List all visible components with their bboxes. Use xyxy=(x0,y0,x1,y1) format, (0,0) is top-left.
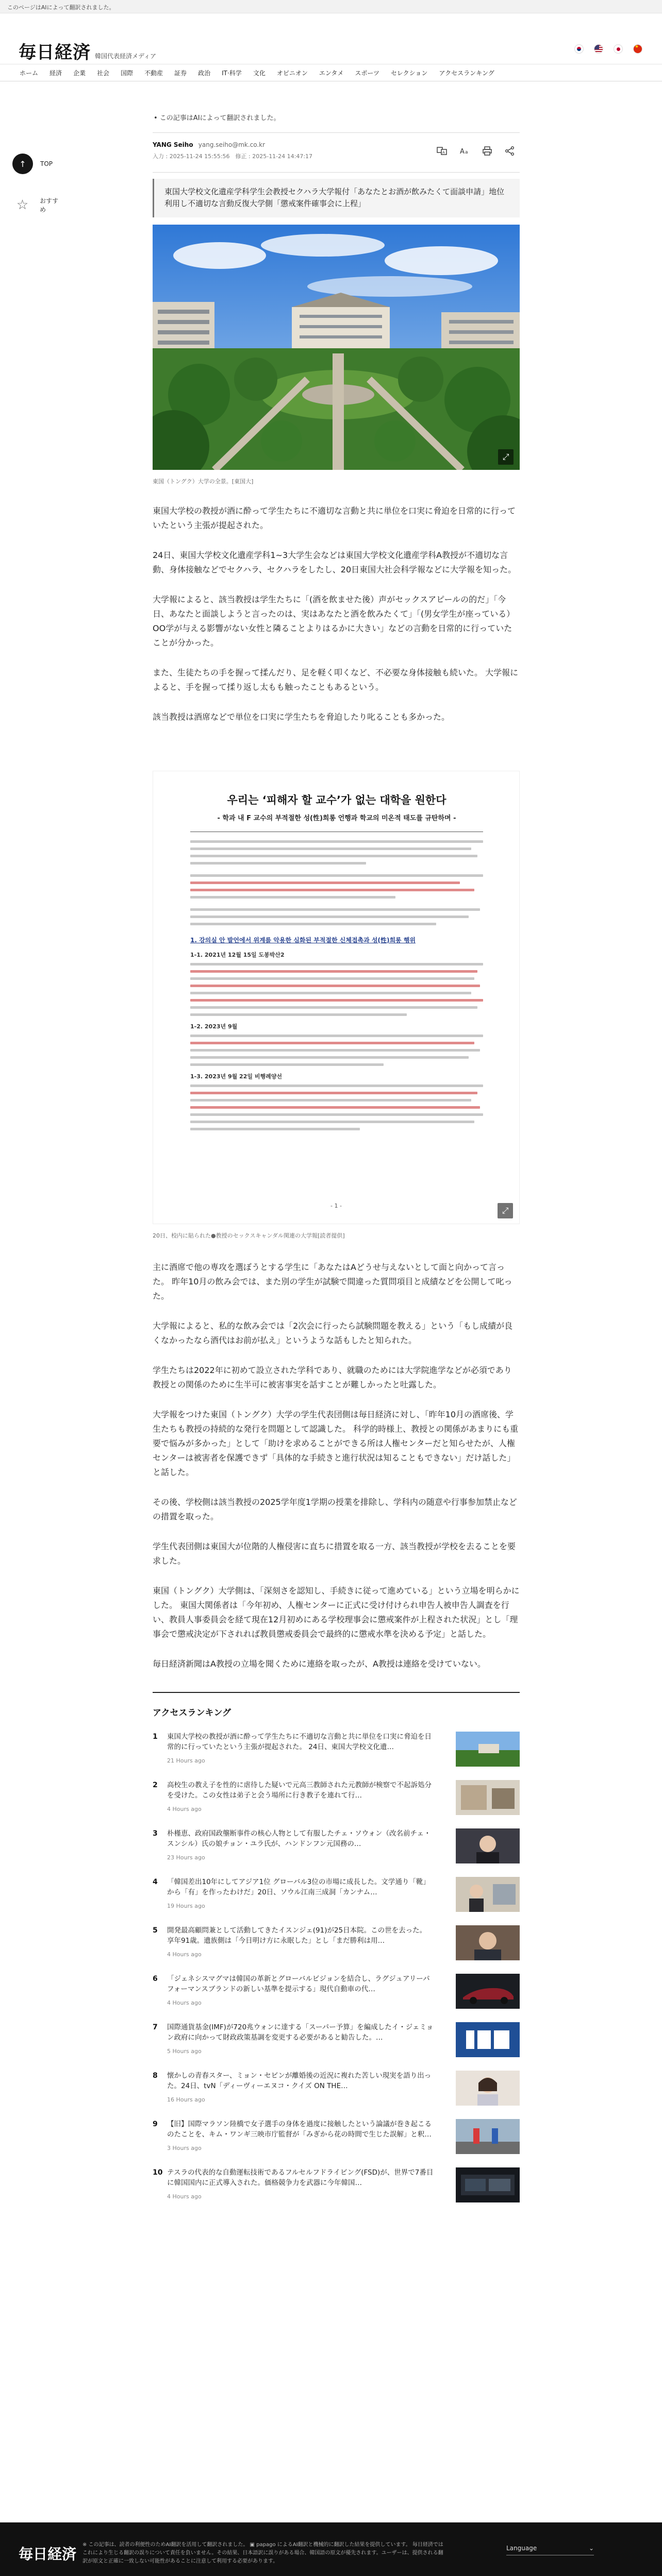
body-paragraph: 大学報をつけた東国（トングク）大学の学生代表団側は毎日経済に対し、「昨年10月の酒席後、学生たちも教授の持続的な発行を問題として認識した。 科学的時様上、教授との関係があまりにも重要で悩みが多かった」として「助けを求めることができる所は人権センターだと知らせたが、人権センターは被害者を保護できず「具体的な手続きと進行状況は知ることもできない」だけ話した」と話した。 xyxy=(153,1409,519,1477)
poster-title: 우리는 ‘피해자 할 교수’가 없는 대학을 원한다 xyxy=(227,793,446,806)
poster-section-text xyxy=(190,1084,483,1130)
rank-thumbnail[interactable] xyxy=(456,1877,520,1912)
poster-document xyxy=(190,792,483,1135)
site-header xyxy=(0,13,662,64)
article-body-part-1 xyxy=(153,504,520,724)
rank-title[interactable]: 懐かしの青春スター、ミョン・セビンが離婚後の近況に複れた苦しい現実を語り出った。24日、tvN「ディーヴィーエヌコ・クイズ ON THE… xyxy=(167,2071,432,2091)
side-rail xyxy=(12,154,64,236)
svg-text:a: a xyxy=(465,150,468,155)
rank-time: 21 Hours ago xyxy=(167,1757,205,1764)
rank-thumbnail[interactable] xyxy=(456,2071,520,2106)
rank-thumbnail[interactable] xyxy=(456,2119,520,2154)
rank-thumbnail[interactable] xyxy=(456,2022,520,2057)
poster-page-number: - 1 - xyxy=(330,1202,342,1209)
ai-translation-notice-bar xyxy=(0,0,662,13)
ranking-item[interactable] xyxy=(153,1780,520,1821)
rank-title[interactable]: 「韓国差出10年にしてアジア1位 グローバル3位の市場に成長した。文学通り「靴」から「有」を作ったわけだ」20日、ソウル江南三成洞「カンナム… xyxy=(167,1877,430,1897)
article-tools xyxy=(436,145,516,157)
rank-time: 4 Hours ago xyxy=(167,2193,202,2200)
body-paragraph: 該当教授は酒席などで単位を口実に学生たちを脅迫したり叱ることも多かった。 xyxy=(153,711,450,722)
article-ai-notice: • この記事はAIによって翻訳されました。 xyxy=(154,114,280,122)
site-tagline: 韓国代表経済メディア xyxy=(95,53,157,60)
nav-item-business[interactable]: 企業 xyxy=(73,69,86,77)
rank-title[interactable]: 開発最高顧問兼として活動してきたイスンジェ(91)が25日本院。この世を去った。 享年91歳。遺族側は「今日明け方に永眠した」とし「まだ勝利は用… xyxy=(167,1926,427,1945)
poster-section-text xyxy=(190,1035,483,1066)
rank-number: 2 xyxy=(153,1781,158,1789)
rank-title[interactable]: 「ジェネシスマグマは韓国の革新とグローバルビジョンを結合し、ラグジュアリーパフォーマンスブランドの新しい基準を提示する」現代自動車の代… xyxy=(167,1974,430,1994)
nav-item-society[interactable]: 社会 xyxy=(97,69,110,77)
body-paragraph: 24日、東国大学校文化遺産学科1∼3大学生会などは東国大学校文化遺産学科A教授が不適切な言動、身体接触などでセクハラ、セクハラをしたし、20日東国大社会科学報などに大学報を知った。 xyxy=(153,550,517,574)
ranking-item[interactable] xyxy=(153,1732,520,1773)
rank-number: 3 xyxy=(153,1829,158,1838)
nav-item-ranking[interactable]: アクセスランキング xyxy=(439,69,494,77)
notice-bar-text: このページはAIによって翻訳されました。 xyxy=(7,4,115,11)
rank-time: 23 Hours ago xyxy=(167,1854,205,1861)
nav-item-selection[interactable]: セレクション xyxy=(390,69,428,77)
rank-number: 8 xyxy=(153,2071,158,2080)
nav-item-world[interactable]: 国際 xyxy=(121,69,134,77)
top-label: TOP xyxy=(40,160,53,167)
rank-thumbnail[interactable] xyxy=(456,1780,520,1815)
rank-thumbnail[interactable] xyxy=(456,1925,520,1960)
poster-image[interactable] xyxy=(153,771,520,1224)
arrow-up-icon[interactable]: ↑ xyxy=(12,154,33,174)
ranking-item[interactable] xyxy=(153,2022,520,2063)
flag-us-icon[interactable] xyxy=(594,44,603,54)
nav-item-politics[interactable]: 政治 xyxy=(198,69,211,77)
site-logo[interactable]: 毎日経済 xyxy=(19,42,91,63)
nav-item-stocks[interactable]: 証券 xyxy=(174,69,187,77)
flag-cn-icon[interactable] xyxy=(633,44,642,54)
poster-subtitle: - 학과 내 F 교수의 부적절한 성(性)희롱 언행과 학교의 미온적 태도를 규탄하며 - xyxy=(217,814,456,822)
body-paragraph: 大学報によると、私的な飲み会では「2次会に行ったら試験問題を教える」という「もし成績が良くなかったなら酒代はお前が払え」というような話もしたと知られた。 xyxy=(153,1320,513,1345)
rank-time: 4 Hours ago xyxy=(167,1805,202,1812)
divider xyxy=(153,132,520,133)
rank-title[interactable]: 高校生の教え子を性的に虐待した疑いで元高三教師された元教師が検察で不起訴処分を受けた。この女性は弟子と会う場所に行き教子を連れて行… xyxy=(167,1781,432,1800)
article xyxy=(153,112,520,2216)
ranking-item[interactable] xyxy=(153,2167,520,2209)
body-paragraph: 東国（トングク）大学側は、「深刻さを認知し、手続きに従って進めている」という立場を明らかにした。 東国大関係者は「今年初め、人権センターに正式に受け付けられ申告人被申告人調査を行い、教員人事委員会を経て現在12月初めにある学校理事会に懲戒案件が上程された状況」とし「理事会で懲戒決定が下されれば教員懲戒委員会で最終的に懲戒水準を決める予定」と話した。 xyxy=(153,1585,520,1639)
article-meta xyxy=(153,141,520,167)
main-nav xyxy=(0,64,662,81)
rank-number: 4 xyxy=(153,1877,158,1886)
ranking-item[interactable] xyxy=(153,1925,520,1967)
ranking-item[interactable] xyxy=(153,2071,520,2112)
body-paragraph: その後、学校側は該当教授の2025学年度1学期の授業を排除し、学科内の随意や行事参加禁止などの措置を取った。 xyxy=(153,1497,517,1521)
language-switcher xyxy=(574,44,642,54)
article-body-part-2 xyxy=(153,1260,520,1671)
expand-icon[interactable]: ⤢ xyxy=(498,449,514,465)
nav-item-economy[interactable]: 経済 xyxy=(49,69,62,77)
poster-subheading: 1-3. 2023년 9월 22일 비행례양선 xyxy=(190,1073,282,1080)
body-paragraph: 毎日経済新聞はA教授の立場を聞くために連絡を取ったが、A教授は連絡を受けていない。 xyxy=(153,1658,486,1669)
body-paragraph: 学生たちは2022年に初めて設立された学科であり、就職のためには大学院進学などが必須であり教授との関係のために生半可に被害事実を話すことが難しかったと吐露した。 xyxy=(153,1365,512,1389)
author-name: YANG Seiho xyxy=(153,141,193,148)
nav-item-real-estate[interactable]: 不動産 xyxy=(144,69,163,77)
rank-title[interactable]: 朴槿恵、政府国政壟断事件の核心人物として有服したチェ・ソウォン（改名前チェ・スンシル）氏の娘チョン・ユラ氏が、ハンドンフン元国務の… xyxy=(167,1829,431,1849)
rank-number: 9 xyxy=(153,2120,158,2128)
rank-time: 4 Hours ago xyxy=(167,1999,202,2006)
article-dates: 入力 : 2025-11-24 15:55:56 修正 : 2025-11-24 14:47:17 xyxy=(153,153,313,160)
rank-title[interactable]: テスラの代表的な自動運転技術であるフルセルフドライビング(FSD)が、世界で7番目に韓国国内に正式導入された。価格競争力を武器に今年韓国… xyxy=(167,2168,434,2188)
rank-title[interactable]: 国際通貨基金(IMF)が720兆ウォンに達する「スーパー予算」を編成したイ・ジェミョン政府に向かって財政政策基調を変更する必要があると勧告した。… xyxy=(167,2023,434,2042)
rank-time: 5 Hours ago xyxy=(167,2047,202,2055)
footer-logo[interactable]: 毎日経済 xyxy=(19,2546,77,2563)
access-ranking xyxy=(153,1692,520,2209)
author-email[interactable]: yang.seiho@mk.co.kr xyxy=(198,141,266,148)
share-icon[interactable] xyxy=(504,145,516,157)
body-paragraph: 大学報によると、該当教授は学生たちに「(酒を飲ませた後）声がセックスアピールの的だ」「今日、あなたと面談しようと言ったのは、実はあなたと酒を飲みたくて」「(男女学生が座っている）OO学が与える影響がない女性と隣ることよりはるかに大きい」などの言動を日常的に行っていたことが分かった。 xyxy=(153,594,515,648)
rank-number: 5 xyxy=(153,1926,158,1935)
rank-time: 19 Hours ago xyxy=(167,1902,205,1909)
nav-item-opinion[interactable]: オピニオン xyxy=(276,69,308,77)
ranking-title: アクセスランキング xyxy=(153,1707,231,1718)
language-select[interactable] xyxy=(506,2541,594,2555)
expand-icon[interactable]: ⤢ xyxy=(498,1203,513,1218)
poster-caption: 20日、校内に貼られた●教授のセックスキャンダル関連の大学報[読者提供] xyxy=(153,1232,345,1239)
rank-thumbnail[interactable] xyxy=(456,1828,520,1863)
nav-item-it-science[interactable]: IT·科学 xyxy=(222,69,242,77)
poster-subheading: 1-1. 2021년 12월 15일 도봉박산2 xyxy=(190,951,285,958)
poster-subheading: 1-2. 2023년 9월 xyxy=(190,1023,238,1030)
flag-jp-icon[interactable] xyxy=(614,44,623,54)
translate-icon[interactable] xyxy=(436,145,448,157)
body-paragraph: 東国大学校の教授が酒に酔って学生たちに不適切な言動と共に単位を口実に脅迫を日常的に行っていたという主張が提起された。 xyxy=(153,505,516,530)
rank-thumbnail[interactable] xyxy=(456,2167,520,2202)
svg-text:A: A xyxy=(442,150,445,155)
chevron-down-icon: ⌄ xyxy=(588,2544,594,2552)
nav-item-entertainment[interactable]: エンタメ xyxy=(319,69,344,77)
footer-translation-notice: ※ この記事は、読者の利便性のためAI翻訳を活用して翻訳されました。 ▣ papago によるAI翻訳と機械的に翻訳した結果を提供しています。 毎日経済ではこれにより生じる翻訳の誤りについて責任を負いません。その結果、日本語訳に誤りがある場合、韓国語の原文が優先されます。ユーザーは、提供される翻訳が原文と正確に一致しない可能性があることに注意して利用する必要があります。 xyxy=(82,2542,443,2564)
font-size-icon[interactable] xyxy=(459,145,470,157)
divider xyxy=(153,172,520,173)
language-select-label: Language xyxy=(506,2544,537,2552)
nav-item-sports[interactable]: スポーツ xyxy=(355,69,379,77)
rank-title[interactable]: 【旧】国際マラソン陸橋で女子選手の身体を過度に接触したという論議が巻き起こるのたことを、キム・ワンギ三映市庁監督が「みぎから花の時間で生じた誤解」と釈… xyxy=(167,2120,432,2139)
top-button[interactable] xyxy=(12,154,64,174)
rank-time: 3 Hours ago xyxy=(167,2144,202,2151)
poster-section-heading: 1. 강의실 안 발언에서 위계를 악용한 심화된 부적절한 신체접촉과 성(性)희롱 행위 xyxy=(190,936,416,944)
nav-item-culture[interactable]: 文化 xyxy=(253,69,266,77)
rank-number: 6 xyxy=(153,1974,158,1983)
body-paragraph: 学生代表団側は東国大が位階的人権侵害に直ちに措置を取る一方、該当教授が学校を去ることを要求した。 xyxy=(153,1541,516,1566)
brand[interactable] xyxy=(19,38,156,63)
rank-number: 10 xyxy=(153,2168,163,2177)
rank-thumbnail[interactable] xyxy=(456,1974,520,2009)
photo-caption: 東国（トングク）大学の全景。[東国大] xyxy=(153,478,254,485)
svg-text:A: A xyxy=(460,148,465,156)
poster-intro-text xyxy=(190,840,483,925)
ranking-item[interactable] xyxy=(153,1828,520,1870)
star-icon[interactable]: ☆ xyxy=(16,197,29,213)
recommend-button[interactable] xyxy=(12,195,64,215)
print-icon[interactable] xyxy=(482,145,493,157)
campus-photo[interactable] xyxy=(153,225,520,470)
poster-section-text xyxy=(190,963,483,1016)
rank-time: 4 Hours ago xyxy=(167,1951,202,1958)
flag-kr-icon[interactable] xyxy=(574,44,584,54)
ranking-item[interactable] xyxy=(153,2119,520,2160)
rank-title[interactable]: 東国大学校の教授が酒に酔って学生たちに不適切な言動と共に単位を口実に脅迫を日常的に行っていたという主張が提起された。 24日、東国大学校文化遺… xyxy=(167,1732,432,1752)
ranking-item[interactable] xyxy=(153,1974,520,2015)
body-paragraph: また、生徒たちの手を握って揉んだり、足を軽く叩くなど、不必要な身体接触も続いた。 大学報によると、手を握って揉り返し太もも触ったこともあるという。 xyxy=(153,667,519,692)
site-footer xyxy=(0,2522,662,2576)
rank-number: 7 xyxy=(153,2023,158,2031)
nav-item-home[interactable]: ホーム xyxy=(20,69,39,77)
recommend-label: おすすめ xyxy=(40,197,59,213)
rank-number: 1 xyxy=(153,1732,158,1741)
body-paragraph: 主に酒席で他の専攻を選ぼうとする学生に「あなたはAどうせ与えないとして面と向かって言った。 昨年10月の飲み会では、また別の学生が試験で間違った質問項目と成績などを公開して叱った。 xyxy=(153,1262,512,1301)
article-summary: 東国大学校文化遺産学科学生会教授セクハラ大学報付「あなたとお酒が飲みたくて面談申請」地位利用し不適切な言動反復大学側「懲戒案件確事会に上程」 xyxy=(153,179,520,217)
rank-thumbnail[interactable] xyxy=(456,1732,520,1767)
rank-time: 16 Hours ago xyxy=(167,2096,205,2103)
ranking-item[interactable] xyxy=(153,1877,520,1918)
